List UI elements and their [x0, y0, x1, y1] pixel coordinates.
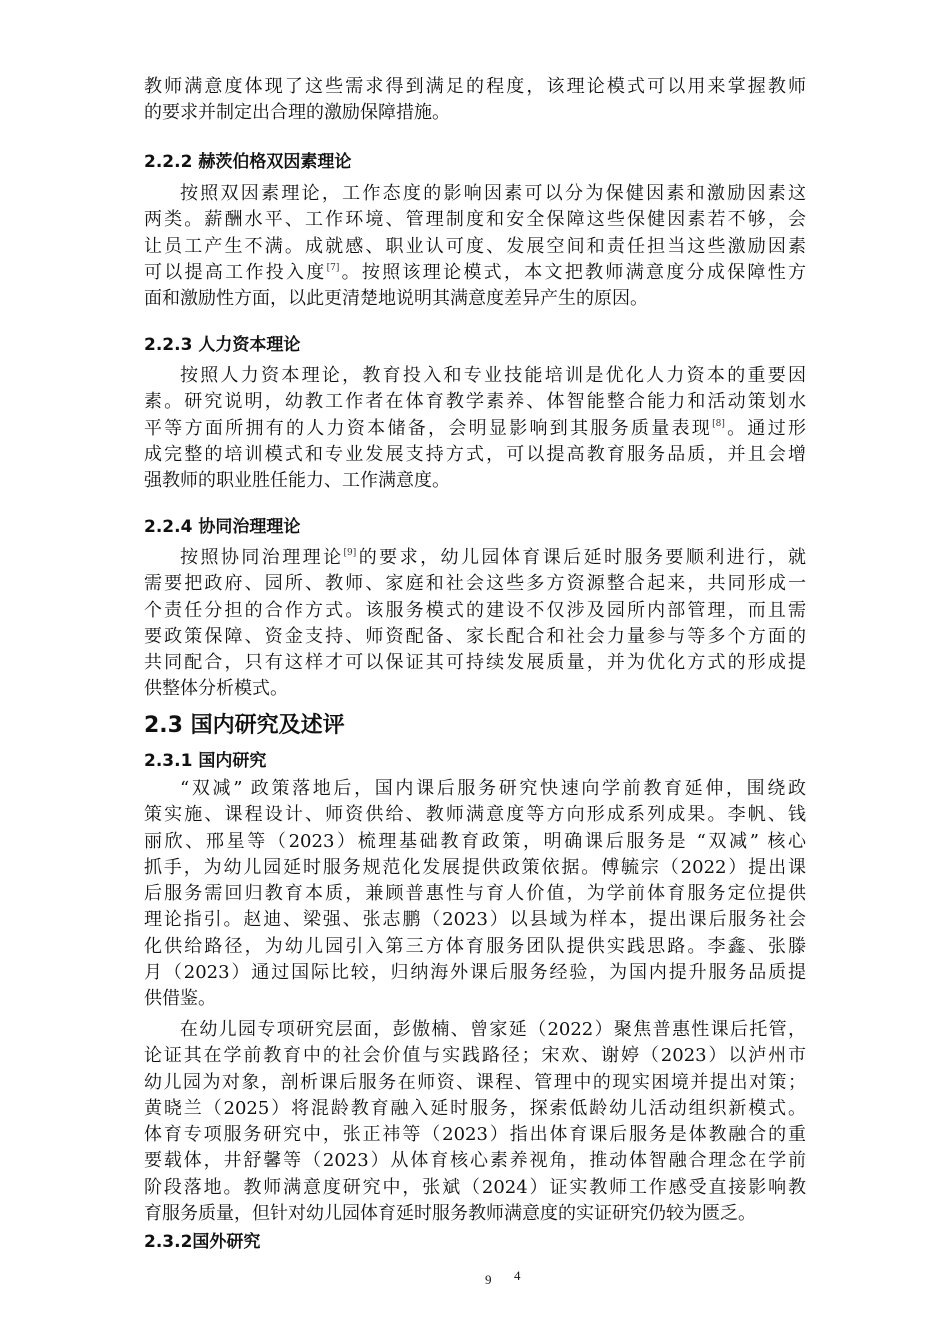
- section-heading-2-2-4: 2.2.4 协同治理理论: [144, 517, 301, 537]
- text-segment: 按照协同治理理论: [180, 547, 344, 568]
- page-number-secondary: 4: [514, 1268, 521, 1283]
- text-line: 需要把政府、园所、教师、家庭和社会这些多方资源整合起来，共同形成一: [144, 573, 806, 595]
- section-heading-2-3: 2.3 国内研究及述评: [144, 713, 345, 738]
- text-line: 按照人力资本理论，教育投入和专业技能培训是优化人力资本的重要因: [180, 365, 806, 386]
- text-line: [144, 416, 806, 442]
- text-line: 化供给路径，为幼儿园引入第三方体育服务团队提供实践思路。李鑫、张滕: [144, 935, 806, 957]
- paragraph-2-3-1-a: [144, 776, 806, 1013]
- text-line: 两类。薪酬水平、工作环境、管理制度和安全保障这些保健因素若不够，会: [144, 209, 806, 231]
- text-line: 后服务需回归教育本质，兼顾普惠性与育人价值，为学前体育服务定位提供: [144, 883, 806, 905]
- section-heading-2-3-1: 2.3.1 国内研究: [144, 751, 267, 771]
- text-segment: 。按照该理论模式，本文把教师满意度分成保障性方: [339, 261, 807, 283]
- intro-paragraph: [144, 74, 806, 127]
- page-number: 9: [485, 1272, 492, 1287]
- text-line: 让员工产生不满。成就感、职业认可度、发展空间和责任担当这些激励因素: [144, 235, 806, 257]
- text-line: 个责任分担的合作方式。该服务模式的建设不仅涉及园所内部管理，而且需: [144, 599, 806, 621]
- text-line: 育服务质量，但针对幼儿园体育延时服务教师满意度的实证研究仍较为匮乏。: [144, 1203, 756, 1225]
- text-line: 论证其在学前教育中的社会价值与实践路径；宋欢、谢婷（2023）以泸州市: [144, 1045, 806, 1067]
- text-line: 面和激励性方面，以此更清楚地说明其满意度差异产生的原因。: [144, 288, 648, 310]
- section-heading-2-2-2: 2.2.2 赫茨伯格双因素理论: [144, 152, 352, 172]
- paragraph-2-2-2: [144, 181, 806, 312]
- text-line: 强教师的职业胜任能力、工作满意度。: [144, 470, 450, 492]
- text-line: 抓手，为幼儿园延时服务规范化发展提供政策依据。傅毓宗（2022）提出课: [144, 856, 806, 878]
- text-line: [144, 260, 806, 286]
- text-line: 供借鉴。: [144, 988, 216, 1010]
- citation-ref[interactable]: [8]: [712, 418, 725, 429]
- text-line: 共同配合，只有这样才可以保证其可持续发展质量，并为优化方式的形成提: [144, 652, 806, 674]
- paragraph-2-2-3: [144, 363, 806, 494]
- section-heading-2-3-2: 2.3.2国外研究: [144, 1232, 261, 1252]
- paragraph-2-3-1-b: [144, 1017, 806, 1227]
- text-line: “双减” 政策落地后，国内课后服务研究快速向学前教育延伸，围绕政: [180, 778, 806, 799]
- text-line: 体育专项服务研究中，张正祎等（2023）指出体育课后服务是体教融合的重: [144, 1124, 806, 1146]
- text-line: 教师满意度体现了这些需求得到满足的程度，该理论模式可以用来掌握教师: [144, 76, 806, 97]
- text-line: 成完整的培训模式和专业发展支持方式，可以提高教育服务品质，并且会增: [144, 443, 806, 465]
- text-segment: 。通过形: [724, 417, 806, 439]
- text-line: 素。研究说明，幼教工作者在体育教学素养、体智能整合能力和活动策划水: [144, 391, 806, 413]
- text-line: 阶段落地。教师满意度研究中，张斌（2024）证实教师工作感受直接影响教: [144, 1176, 806, 1198]
- text-segment: 可以提高工作投入度: [144, 261, 327, 283]
- text-line: 丽欣、邢星等（2023）梳理基础教育政策，明确课后服务是 “双减” 核心: [144, 830, 806, 852]
- text-line: 的要求并制定出合理的激励保障措施。: [144, 102, 450, 124]
- text-line: 月（2023）通过国际比较，归纳海外课后服务经验，为国内提升服务品质提: [144, 962, 806, 984]
- text-line: 理论指引。赵迪、梁强、张志鹏（2023）以县域为样本，提出课后服务社会: [144, 909, 806, 931]
- text-line: 供整体分析模式。: [144, 678, 288, 700]
- paragraph-2-2-4: [144, 545, 806, 703]
- text-line: 按照双因素理论，工作态度的影响因素可以分为保健因素和激励因素这: [180, 183, 806, 204]
- text-line: 要载体，井舒馨等（2023）从体育核心素养视角，推动体智融合理念在学前: [144, 1150, 806, 1172]
- citation-ref[interactable]: [9]: [343, 548, 357, 558]
- text-line: 黄晓兰（2025）将混龄教育融入延时服务，探索低龄幼儿活动组织新模式。: [144, 1097, 806, 1119]
- text-segment: 平等方面所拥有的人力资本储备，会明显影响到其服务质量表现: [144, 417, 713, 439]
- text-line: 在幼儿园专项研究层面，彭傲楠、曾家延（2022）聚焦普惠性课后托管，: [180, 1019, 806, 1040]
- text-line: 策实施、课程设计、师资供给、教师满意度等方向形成系列成果。李帆、钱: [144, 804, 806, 826]
- text-segment: 的要求，幼儿园体育课后延时服务要顺利进行，就: [356, 547, 807, 568]
- text-line: 幼儿园为对象，剖析课后服务在师资、课程、管理中的现实困境并提出对策；: [144, 1071, 806, 1093]
- text-line: [144, 545, 806, 571]
- section-heading-2-2-3: 2.2.3 人力资本理论: [144, 335, 301, 355]
- text-line: 要政策保障、资金支持、师资配备、家长配合和社会力量参与等多个方面的: [144, 625, 806, 647]
- citation-ref[interactable]: [7]: [326, 262, 340, 273]
